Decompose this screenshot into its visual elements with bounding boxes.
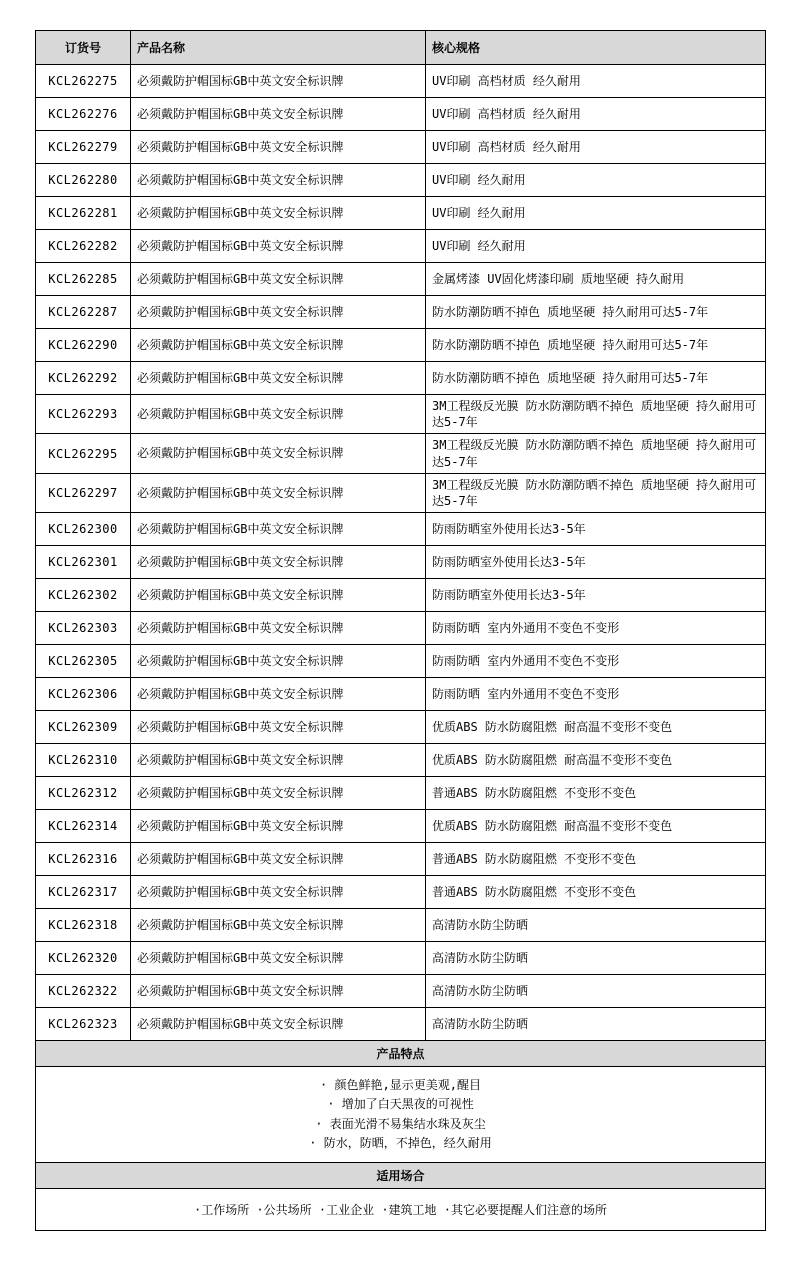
occasions-text: ·工作场所 ·公共场所 ·工业企业 ·建筑工地 ·其它必要提醒人们注意的场所 (36, 1188, 766, 1230)
core-spec-cell: 高清防水防尘防晒 (426, 909, 766, 942)
product-name-cell: 必须戴防护帽国标GB中英文安全标识牌 (131, 942, 426, 975)
product-name-cell: 必须戴防护帽国标GB中英文安全标识牌 (131, 197, 426, 230)
order-number-cell: KCL262320 (36, 942, 131, 975)
order-number-cell: KCL262301 (36, 546, 131, 579)
table-row (36, 810, 766, 843)
product-name-cell: 必须戴防护帽国标GB中英文安全标识牌 (131, 777, 426, 810)
product-table-body (36, 65, 766, 1041)
product-name-cell: 必须戴防护帽国标GB中英文安全标识牌 (131, 546, 426, 579)
product-name-cell: 必须戴防护帽国标GB中英文安全标识牌 (131, 1008, 426, 1041)
order-number-cell: KCL262305 (36, 645, 131, 678)
table-row (36, 296, 766, 329)
core-spec-cell: 防雨防晒 室内外通用不变色不变形 (426, 678, 766, 711)
core-spec-cell: UV印刷 经久耐用 (426, 164, 766, 197)
order-number-cell: KCL262316 (36, 843, 131, 876)
feature-item: · 防水，防晒，不掉色，经久耐用 (309, 1135, 492, 1150)
product-spec-table (35, 30, 766, 1231)
core-spec-cell: 3M工程级反光膜 防水防潮防晒不掉色 质地坚硬 持久耐用可达5-7年 (426, 473, 766, 512)
product-name-cell: 必须戴防护帽国标GB中英文安全标识牌 (131, 164, 426, 197)
product-name-cell: 必须戴防护帽国标GB中英文安全标识牌 (131, 645, 426, 678)
order-number-cell: KCL262318 (36, 909, 131, 942)
table-header-row (36, 31, 766, 65)
core-spec-cell: 金属烤漆 UV固化烤漆印刷 质地坚硬 持久耐用 (426, 263, 766, 296)
table-row (36, 98, 766, 131)
feature-item: · 增加了白天黑夜的可视性 (327, 1097, 474, 1112)
core-spec-cell: 防水防潮防晒不掉色 质地坚硬 持久耐用可达5-7年 (426, 362, 766, 395)
features-title: 产品特点 (36, 1041, 766, 1067)
order-number-cell: KCL262285 (36, 263, 131, 296)
table-row (36, 975, 766, 1008)
product-name-cell: 必须戴防护帽国标GB中英文安全标识牌 (131, 711, 426, 744)
order-number-cell: KCL262292 (36, 362, 131, 395)
table-row (36, 329, 766, 362)
core-spec-cell: 高清防水防尘防晒 (426, 942, 766, 975)
product-name-cell: 必须戴防护帽国标GB中英文安全标识牌 (131, 296, 426, 329)
product-name-cell: 必须戴防护帽国标GB中英文安全标识牌 (131, 678, 426, 711)
product-name-cell: 必须戴防护帽国标GB中英文安全标识牌 (131, 876, 426, 909)
core-spec-cell: 防雨防晒 室内外通用不变色不变形 (426, 612, 766, 645)
order-number-cell: KCL262276 (36, 98, 131, 131)
order-number-cell: KCL262303 (36, 612, 131, 645)
order-number-cell: KCL262309 (36, 711, 131, 744)
table-row (36, 942, 766, 975)
core-spec-cell: 防雨防晒 室内外通用不变色不变形 (426, 645, 766, 678)
table-row (36, 546, 766, 579)
order-number-cell: KCL262293 (36, 395, 131, 434)
table-row (36, 395, 766, 434)
core-spec-cell: 普通ABS 防水防腐阻燃 不变形不变色 (426, 876, 766, 909)
product-name-cell: 必须戴防护帽国标GB中英文安全标识牌 (131, 263, 426, 296)
product-name-cell: 必须戴防护帽国标GB中英文安全标识牌 (131, 473, 426, 512)
core-spec-cell: 普通ABS 防水防腐阻燃 不变形不变色 (426, 777, 766, 810)
order-number-cell: KCL262302 (36, 579, 131, 612)
order-number-cell: KCL262282 (36, 230, 131, 263)
order-number-cell: KCL262310 (36, 744, 131, 777)
core-spec-cell: 3M工程级反光膜 防水防潮防晒不掉色 质地坚硬 持久耐用可达5-7年 (426, 395, 766, 434)
order-number-cell: KCL262322 (36, 975, 131, 1008)
order-number-cell: KCL262312 (36, 777, 131, 810)
table-row (36, 678, 766, 711)
product-name-cell: 必须戴防护帽国标GB中英文安全标识牌 (131, 395, 426, 434)
table-row (36, 513, 766, 546)
product-name-cell: 必须戴防护帽国标GB中英文安全标识牌 (131, 98, 426, 131)
feature-list (36, 1067, 766, 1163)
table-row (36, 65, 766, 98)
header-product-name: 产品名称 (131, 31, 426, 65)
order-number-cell: KCL262281 (36, 197, 131, 230)
core-spec-cell: 高清防水防尘防晒 (426, 975, 766, 1008)
order-number-cell: KCL262290 (36, 329, 131, 362)
feature-item: · 表面光滑不易集结水珠及灰尘 (315, 1116, 486, 1131)
core-spec-cell: UV印刷 经久耐用 (426, 230, 766, 263)
table-row (36, 612, 766, 645)
order-number-cell: KCL262297 (36, 473, 131, 512)
product-name-cell: 必须戴防护帽国标GB中英文安全标识牌 (131, 909, 426, 942)
table-row (36, 909, 766, 942)
occasions-content-row (36, 1188, 766, 1230)
product-name-cell: 必须戴防护帽国标GB中英文安全标识牌 (131, 513, 426, 546)
table-header (36, 31, 766, 65)
table-row (36, 843, 766, 876)
product-name-cell: 必须戴防护帽国标GB中英文安全标识牌 (131, 975, 426, 1008)
table-row (36, 1008, 766, 1041)
product-name-cell: 必须戴防护帽国标GB中英文安全标识牌 (131, 744, 426, 777)
product-name-cell: 必须戴防护帽国标GB中英文安全标识牌 (131, 810, 426, 843)
core-spec-cell: 防水防潮防晒不掉色 质地坚硬 持久耐用可达5-7年 (426, 296, 766, 329)
order-number-cell: KCL262317 (36, 876, 131, 909)
order-number-cell: KCL262314 (36, 810, 131, 843)
table-row (36, 711, 766, 744)
product-name-cell: 必须戴防护帽国标GB中英文安全标识牌 (131, 329, 426, 362)
product-name-cell: 必须戴防护帽国标GB中英文安全标识牌 (131, 843, 426, 876)
core-spec-cell: UV印刷 高档材质 经久耐用 (426, 131, 766, 164)
table-row (36, 434, 766, 473)
order-number-cell: KCL262280 (36, 164, 131, 197)
product-name-cell: 必须戴防护帽国标GB中英文安全标识牌 (131, 434, 426, 473)
product-name-cell: 必须戴防护帽国标GB中英文安全标识牌 (131, 612, 426, 645)
table-row (36, 579, 766, 612)
header-core-spec: 核心规格 (426, 31, 766, 65)
occasions-section-header-row (36, 1162, 766, 1188)
product-name-cell: 必须戴防护帽国标GB中英文安全标识牌 (131, 362, 426, 395)
core-spec-cell: 防雨防晒室外使用长达3-5年 (426, 546, 766, 579)
table-footer-sections (36, 1041, 766, 1231)
features-content-row (36, 1067, 766, 1163)
core-spec-cell: 优质ABS 防水防腐阻燃 耐高温不变形不变色 (426, 711, 766, 744)
core-spec-cell: 高清防水防尘防晒 (426, 1008, 766, 1041)
table-row (36, 744, 766, 777)
occasions-title: 适用场合 (36, 1162, 766, 1188)
features-section-header-row (36, 1041, 766, 1067)
core-spec-cell: UV印刷 经久耐用 (426, 197, 766, 230)
core-spec-cell: 优质ABS 防水防腐阻燃 耐高温不变形不变色 (426, 744, 766, 777)
order-number-cell: KCL262306 (36, 678, 131, 711)
order-number-cell: KCL262275 (36, 65, 131, 98)
header-order-number: 订货号 (36, 31, 131, 65)
core-spec-cell: 优质ABS 防水防腐阻燃 耐高温不变形不变色 (426, 810, 766, 843)
core-spec-cell: 普通ABS 防水防腐阻燃 不变形不变色 (426, 843, 766, 876)
core-spec-cell: UV印刷 高档材质 经久耐用 (426, 65, 766, 98)
core-spec-cell: UV印刷 高档材质 经久耐用 (426, 98, 766, 131)
core-spec-cell: 防雨防晒室外使用长达3-5年 (426, 579, 766, 612)
table-row (36, 230, 766, 263)
table-row (36, 876, 766, 909)
table-row (36, 164, 766, 197)
table-row (36, 362, 766, 395)
product-name-cell: 必须戴防护帽国标GB中英文安全标识牌 (131, 230, 426, 263)
core-spec-cell: 防水防潮防晒不掉色 质地坚硬 持久耐用可达5-7年 (426, 329, 766, 362)
order-number-cell: KCL262295 (36, 434, 131, 473)
table-row (36, 263, 766, 296)
core-spec-cell: 3M工程级反光膜 防水防潮防晒不掉色 质地坚硬 持久耐用可达5-7年 (426, 434, 766, 473)
table-row (36, 645, 766, 678)
product-name-cell: 必须戴防护帽国标GB中英文安全标识牌 (131, 131, 426, 164)
order-number-cell: KCL262279 (36, 131, 131, 164)
order-number-cell: KCL262323 (36, 1008, 131, 1041)
product-name-cell: 必须戴防护帽国标GB中英文安全标识牌 (131, 65, 426, 98)
order-number-cell: KCL262287 (36, 296, 131, 329)
core-spec-cell: 防雨防晒室外使用长达3-5年 (426, 513, 766, 546)
feature-item: · 颜色鲜艳,显示更美观,醒目 (320, 1078, 481, 1093)
table-row (36, 473, 766, 512)
product-name-cell: 必须戴防护帽国标GB中英文安全标识牌 (131, 579, 426, 612)
order-number-cell: KCL262300 (36, 513, 131, 546)
table-row (36, 131, 766, 164)
table-row (36, 777, 766, 810)
table-row (36, 197, 766, 230)
